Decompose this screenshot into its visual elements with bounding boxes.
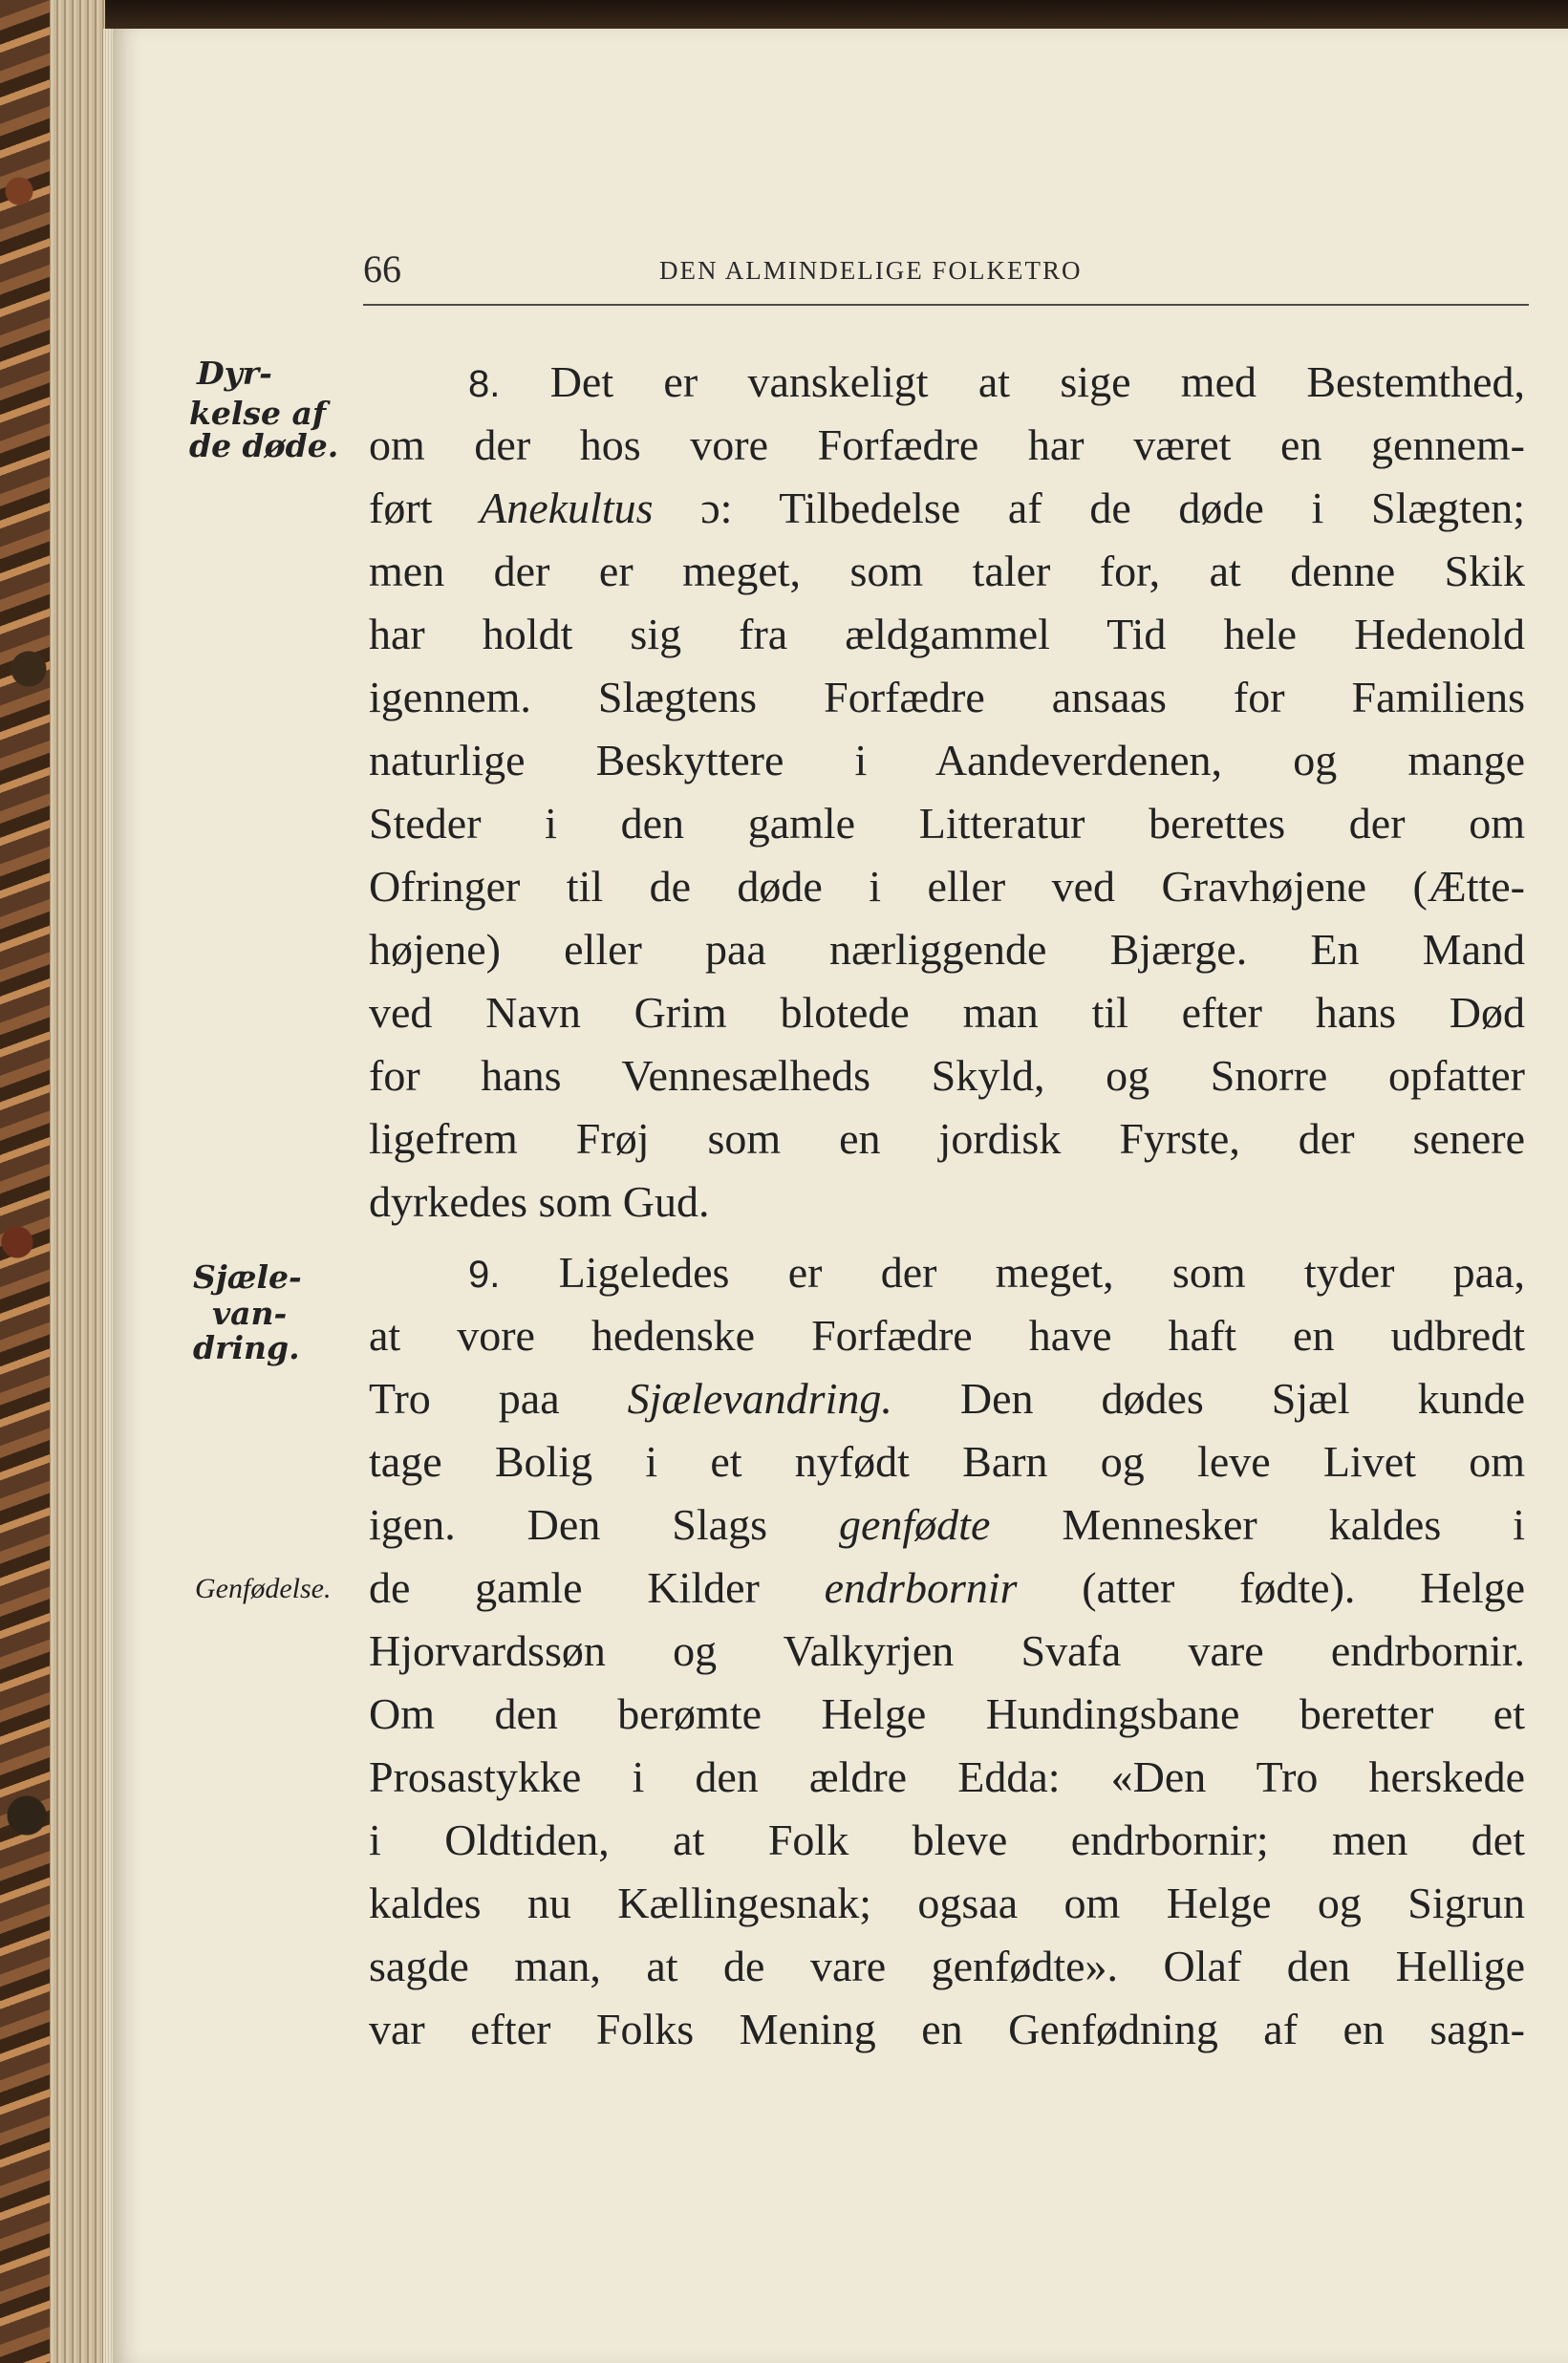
- text-line: igen. Den Slags genfødte Mennesker kaldes i: [369, 1500, 1525, 1549]
- text-line: naturlige Beskyttere i Aandeverdenen, og mange: [369, 736, 1525, 784]
- paragraph-number: 9.: [468, 1254, 501, 1296]
- text-line: Om den berømte Helge Hundingsbane beretter et: [369, 1689, 1525, 1738]
- text-line: Ofringer til de døde i eller ved Gravhøjene (Ætte-: [369, 862, 1525, 911]
- italic-term: endrbornir: [824, 1563, 1018, 1612]
- text-line: var efter Folks Mening en Genfødning af en sagn-: [369, 2005, 1525, 2053]
- text-line: Prosastykke i den ældre Edda: «Den Tro herskede: [369, 1752, 1525, 1801]
- text-line: Hjorvardssøn og Valkyrjen Svafa vare endrbornir.: [369, 1626, 1525, 1675]
- book-top-shadow: [0, 0, 1568, 32]
- italic-term: Sjælevandring.: [627, 1374, 892, 1423]
- margin-note-de-dode: de døde.: [189, 427, 339, 464]
- margin-note-kelse: kelse af: [189, 395, 327, 432]
- margin-note-sjaele: Sjæle-: [193, 1258, 302, 1296]
- italic-term: genfødte: [838, 1500, 991, 1549]
- text-line: har holdt sig fra ældgammel Tid hele Hedenold: [369, 610, 1525, 658]
- text-line: 8. Det er vanskeligt at sige med Bestemthed,: [468, 357, 1525, 406]
- book-page: [113, 29, 1568, 2363]
- page-number: 66: [363, 247, 401, 290]
- margin-note-van: van-: [212, 1295, 288, 1332]
- text-line: sagde man, at de vare genfødte». Olaf den Hellige: [369, 1942, 1525, 1990]
- text-line: tage Bolig i et nyfødt Barn og leve Livet om: [369, 1437, 1525, 1486]
- text-line: højene) eller paa nærliggende Bjærge. En Mand: [369, 925, 1525, 974]
- text-line: Steder i den gamle Litteratur berettes der om: [369, 799, 1525, 848]
- margin-note-dyr: Dyr-: [197, 354, 272, 392]
- text-line: dyrkedes som Gud.: [369, 1177, 710, 1226]
- marbled-cover-edge: [0, 0, 50, 2363]
- text-line: Tro paa Sjælevandring. Den dødes Sjæl kunde: [369, 1374, 1526, 1423]
- margin-note-dring: dring.: [193, 1329, 300, 1366]
- text-line: for hans Vennesælheds Skyld, og Snorre opfatter: [369, 1051, 1525, 1100]
- text-line: ført Anekultus ɔ: Tilbedelse af de døde i Slægten;: [369, 483, 1526, 532]
- italic-term: Anekultus: [480, 483, 654, 532]
- running-head: DEN ALMINDELIGE FOLKETRO: [659, 256, 1083, 285]
- page-header: [363, 247, 1529, 306]
- text-line: ligefrem Frøj som en jordisk Fyrste, der senere: [369, 1114, 1525, 1163]
- text-line: om der hos vore Forfædre har været en gennem-: [369, 420, 1525, 469]
- text-line: de gamle Kilder endrbornir (atter fødte). Helge: [369, 1563, 1526, 1612]
- text-line: i Oldtiden, at Folk bleve endrbornir; men det: [369, 1815, 1525, 1864]
- text-line: 9. Ligeledes er der meget, som tyder paa,: [468, 1248, 1525, 1297]
- text-line: kaldes nu Kællingesnak; ogsaa om Helge og Sigrun: [369, 1879, 1525, 1927]
- text-line: igennem. Slægtens Forfædre ansaas for Familiens: [369, 673, 1525, 721]
- margin-note-genfodelse: Genfødelse.: [195, 1573, 332, 1604]
- text-line: at vore hedenske Forfædre have haft en udbredt: [369, 1311, 1525, 1360]
- text-line: ved Navn Grim blotede man til efter hans Død: [369, 988, 1525, 1037]
- paragraph-number: 8.: [468, 363, 501, 405]
- text-line: men der er meget, som taler for, at denne Skik: [369, 547, 1525, 595]
